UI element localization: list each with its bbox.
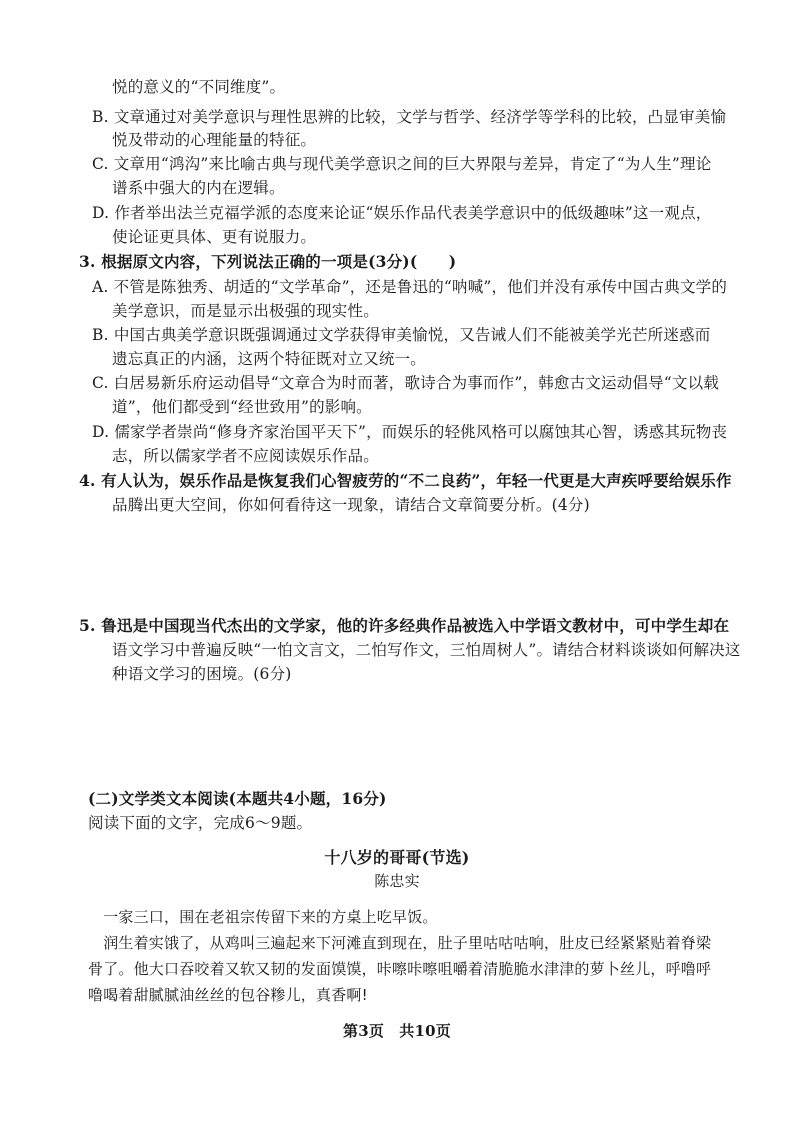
q5-line1: 5. 鲁迅是中国现当代杰出的文学家，他的许多经典作品被选入中学语文教材中，可中学生却在 [79,616,730,635]
q5-line2: 语文学习中普遍反映“一怕文言文，二怕写作文，三怕周树人”。请结合材料谈谈如何解决这 [112,641,741,659]
q3-option-c-line2: 道”，他们都受到“经世致用”的影响。 [112,398,372,416]
q2-option-c-line2: 谱系中强大的内在逻辑。 [112,179,285,197]
q2-option-d-line2: 使论证更具体、更有说服力。 [112,228,317,246]
q3-option-a-line1: A. 不管是陈独秀、胡适的“文学革命”，还是鲁迅的“呐喊”，他们并没有承传中国古典文学的 [92,278,728,296]
q5-line3: 种语文学习的困境。(6分) [112,665,292,683]
story-paragraph-2-line3: 噜喝着甜腻腻油丝丝的包谷糁儿，真香啊! [88,986,368,1004]
story-paragraph-2-line2: 骨了。他大口吞咬着又软又韧的发面馍馍，咔嚓咔嚓咀嚼着清脆脆水津津的萝卜丝儿，呼噜呼 [88,960,712,978]
prev-option-tail: 悦的意义的“不同维度”。 [112,78,286,96]
story-author: 陈忠实 [374,872,420,890]
q2-option-b-line2: 悦及带动的心理能量的特征。 [112,131,317,149]
story-paragraph-2-line1: 润生着实饿了，从鸡叫三遍起来下河滩直到现在，肚子里咕咕咕响，肚皮已经紧紧贴着脊梁 [88,934,712,952]
q3-option-d-line2: 志，所以儒家学者不应阅读娱乐作品。 [112,447,379,465]
q2-option-b-line1: B. 文章通过对美学意识与理性思辨的比较，文学与哲学、经济学等学科的比较，凸显审美愉 [92,108,727,126]
story-paragraph-1: 一家三口，围在老祖宗传留下来的方桌上吃早饭。 [88,908,438,926]
q3-option-c-line1: C. 白居易新乐府运动倡导“文章合为时而著，歌诗合为事而作”，韩愈古文运动倡导“文以载 [92,374,720,392]
q3-option-b-line2: 遗忘真正的内涵，这两个特征既对立又统一。 [112,350,427,368]
q4-line2: 品腾出更大空间，你如何看待这一现象，请结合文章简要分析。(4分) [112,496,590,514]
q3-option-d-line1: D. 儒家学者崇尚“修身齐家治国平天下”，而娱乐的轻佻风格可以腐蚀其心智，诱惑其玩物丧 [92,423,728,441]
page-footer: 第3页 共10页 [343,1022,451,1040]
q2-option-d-line1: D. 作者举出法兰克福学派的态度来论证“娱乐作品代表美学意识中的低级趣味”这一观点， [92,204,712,222]
q3-option-a-line2: 美学意识，而是显示出极强的现实性。 [112,302,379,320]
q3-option-b-line1: B. 中国古典美学意识既强调通过文学获得审美愉悦，又告诫人们不能被美学光芒所迷惑而 [92,326,711,344]
section2-instruction: 阅读下面的文字，完成6～9题。 [88,814,313,832]
q3-stem: 3. 根据原文内容，下列说法正确的一项是(3分)( ) [79,252,457,271]
q4-line1: 4. 有人认为，娱乐作品是恢复我们心智疲劳的“不二良药”，年轻一代更是大声疾呼要给娱乐作 [79,471,732,490]
section2-heading: (二)文学类文本阅读(本题共4小题，16分) [88,789,387,808]
q2-option-c-line1: C. 文章用“鸿沟”来比喻古典与现代美学意识之间的巨大界限与差异，肯定了“为人生”理论 [92,155,712,173]
story-title: 十八岁的哥哥(节选) [324,848,470,867]
